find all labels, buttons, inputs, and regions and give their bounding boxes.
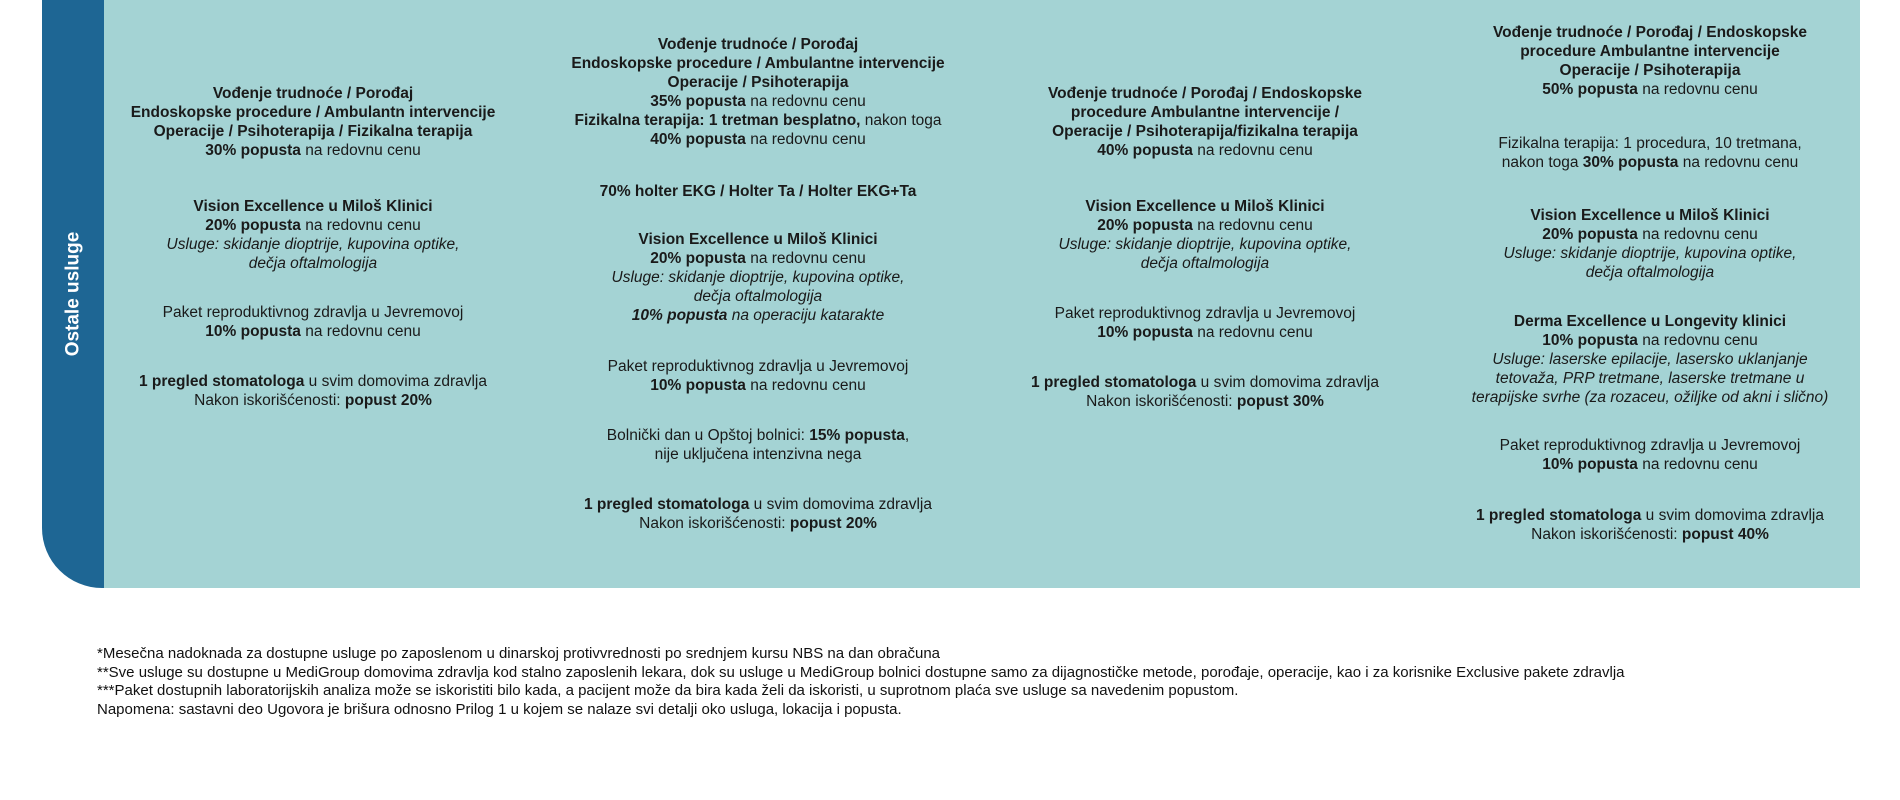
text: , (904, 427, 910, 444)
text: 10% popusta (1542, 332, 1638, 349)
text: Paket reproduktivnog zdravlja u Jevremovoj (1054, 305, 1356, 322)
text: 70% holter EKG / Holter Ta / Holter EKG+Ta (599, 183, 917, 200)
column-3-dental-block (1015, 373, 1395, 411)
text: Operacije / Psihoterapija / Fizikalna terapija (153, 123, 473, 140)
text: na redovnu cenu (300, 217, 421, 234)
text: dečja oftalmologija (248, 255, 378, 272)
sidebar-label-wrap (42, 0, 104, 588)
text: Vision Excellence u Miloš Klinici (1085, 198, 1325, 215)
column-3-vision-block (1015, 197, 1395, 273)
text: 20% popusta (1097, 217, 1193, 234)
text: nije uključena intenzivna nega (654, 446, 862, 463)
text: Vođenje trudnoće / Porođaj / Endoskopske (1492, 24, 1808, 41)
text: terapijske svrhe (za rozaceu, ožiljke od akni i slično) (1471, 389, 1829, 406)
text: u svim domovima zdravlja (749, 496, 932, 513)
text: 30% popusta (205, 142, 301, 159)
sidebar-label: Ostale usluge (62, 231, 84, 357)
text: Nakon iskorišćenosti: (194, 392, 345, 409)
text: u svim domovima zdravlja (1196, 374, 1379, 391)
text: Usluge: laserske epilacije, lasersko uklanjanje (1492, 351, 1808, 368)
text: Vision Excellence u Miloš Klinici (193, 198, 433, 215)
column-4-physio-block (1450, 134, 1850, 172)
footnote: ***Paket dostupnih laboratorijskih analiza može se iskoristiti bilo kada, a pacijent može da bira kada želi da iskoristi, u suprotnom plaća sve usluge sa navedenim popustom. (97, 682, 1239, 699)
column-1-dental-block (118, 372, 508, 410)
text: popust 40% (1681, 526, 1769, 543)
text: Derma Excellence u Longevity klinici (1513, 313, 1787, 330)
column-2-vision-block (553, 230, 963, 325)
text: na redovnu cenu (1637, 456, 1758, 473)
text: na redovnu cenu (745, 250, 866, 267)
text: 1 pregled stomatologa (1476, 507, 1642, 524)
text: popust 30% (1236, 393, 1324, 410)
package-column-1 (118, 0, 508, 588)
text: na redovnu cenu (1192, 217, 1313, 234)
text: na operaciju katarakte (727, 307, 885, 324)
column-3-reproductive-block (1015, 304, 1395, 342)
text: 10% popusta (1097, 324, 1193, 341)
text: 35% popusta (650, 93, 746, 110)
text: dečja oftalmologija (693, 288, 823, 305)
text: u svim domovima zdravlja (1641, 507, 1824, 524)
text: Usluge: skidanje dioptrije, kupovina optike, (1058, 236, 1352, 253)
text: Fizikalna terapija: 1 tretman besplatno, (574, 112, 861, 129)
text: popust 20% (789, 515, 877, 532)
text: nakon toga (1501, 154, 1583, 171)
text: u svim domovima zdravlja (304, 373, 487, 390)
text: na redovnu cenu (745, 377, 866, 394)
text: na redovnu cenu (1678, 154, 1799, 171)
text: 20% popusta (650, 250, 746, 267)
column-4-derma-block (1450, 312, 1850, 407)
footnote: *Mesečna nadoknada za dostupne usluge po zaposlenom u dinarskoj protivvrednosti po srednjem kursu NBS na dan obračuna (97, 645, 941, 662)
text: 40% popusta (650, 131, 746, 148)
text: 15% popusta (809, 427, 905, 444)
column-4-pregnancy-block (1450, 23, 1850, 99)
column-4-dental-block (1450, 506, 1850, 544)
text: Nakon iskorišćenosti: (639, 515, 790, 532)
text: na redovnu cenu (300, 323, 421, 340)
text: na redovnu cenu (1192, 142, 1313, 159)
column-1-vision-block (118, 197, 508, 273)
text: Paket reproduktivnog zdravlja u Jevremovoj (607, 358, 909, 375)
text: dečja oftalmologija (1140, 255, 1270, 272)
text: 1 pregled stomatologa (1031, 374, 1197, 391)
text: Operacije / Psihoterapija (667, 74, 849, 91)
footnote: Napomena: sastavni deo Ugovora je brišura odnosno Prilog 1 u kojem se nalaze svi detalji oko usluga, lokacija i popusta. (97, 700, 902, 718)
text: Usluge: skidanje dioptrije, kupovina optike, (1503, 245, 1797, 262)
column-4-vision-block (1450, 206, 1850, 282)
column-2-holter-block (553, 182, 963, 201)
text: 20% popusta (1542, 226, 1638, 243)
text: procedure Ambulantne intervencije (1520, 43, 1780, 60)
text: Usluge: skidanje dioptrije, kupovina optike, (166, 236, 460, 253)
text: 30% popusta (1582, 154, 1679, 171)
column-2-reproductive-block (553, 357, 963, 395)
text: procedure Ambulantne intervencije / (1070, 104, 1340, 121)
text: Fizikalna terapija: 1 procedura, 10 tretmana, (1498, 135, 1802, 152)
text: na redovnu cenu (745, 131, 866, 148)
text: 10% popusta (650, 377, 746, 394)
column-1-reproductive-block (118, 303, 508, 341)
text: Vision Excellence u Miloš Klinici (1530, 207, 1770, 224)
text: 10% popusta (205, 323, 301, 340)
text: dečja oftalmologija (1585, 264, 1715, 281)
package-column-3 (1015, 0, 1395, 588)
text: 1 pregled stomatologa (584, 496, 750, 513)
text: na redovnu cenu (300, 142, 421, 159)
column-2-dental-block (553, 495, 963, 533)
text: Paket reproduktivnog zdravlja u Jevremovoj (1499, 437, 1801, 454)
text: 40% popusta (1097, 142, 1193, 159)
text: na redovnu cenu (745, 93, 866, 110)
text: Nakon iskorišćenosti: (1531, 526, 1682, 543)
text: Bolnički dan u Opštoj bolnici: (606, 427, 810, 444)
package-column-2 (553, 0, 963, 588)
text: popust 20% (344, 392, 432, 409)
text: Operacije / Psihoterapija/fizikalna terapija (1052, 123, 1358, 140)
text: tetovaža, PRP tretmane, laserske tretmane u (1495, 370, 1805, 387)
column-1-pregnancy-block (118, 84, 508, 160)
text: Vođenje trudnoće / Porođaj (212, 85, 414, 102)
text: Usluge: skidanje dioptrije, kupovina optike, (611, 269, 905, 286)
text: Nakon iskorišćenosti: (1086, 393, 1237, 410)
text: Vision Excellence u Miloš Klinici (638, 231, 878, 248)
package-column-4 (1450, 0, 1850, 588)
text: 10% popusta (1542, 456, 1638, 473)
text: Endoskopske procedure / Ambulantne intervencije (571, 55, 945, 72)
column-3-pregnancy-block (1015, 84, 1395, 160)
column-4-reproductive-block (1450, 436, 1850, 474)
text: na redovnu cenu (1192, 324, 1313, 341)
column-2-hospital-block (553, 426, 963, 464)
text: 20% popusta (205, 217, 301, 234)
text: Vođenje trudnoće / Porođaj (657, 36, 859, 53)
text: na redovnu cenu (1637, 226, 1758, 243)
text: Endoskopske procedure / Ambulantn intervencije (130, 104, 496, 121)
text: Vođenje trudnoće / Porođaj / Endoskopske (1047, 85, 1363, 102)
text: 1 pregled stomatologa (139, 373, 305, 390)
footnote: **Sve usluge su dostupne u MediGroup domovima zdravlja kod stalno zaposlenih lekara, dok su usluge u MediGroup bolnici dostupne samo za dijagnostičke metode, porođaje, operacije, kao i za korisnike Exclusive pakete zdravlja (97, 663, 1625, 681)
text: 10% popusta (631, 307, 728, 324)
text: na redovnu cenu (1637, 332, 1758, 349)
text: na redovnu cenu (1637, 81, 1758, 98)
text: Paket reproduktivnog zdravlja u Jevremovoj (162, 304, 464, 321)
text: Operacije / Psihoterapija (1559, 62, 1741, 79)
text: 50% popusta (1542, 81, 1638, 98)
footnotes (97, 645, 1625, 719)
column-2-pregnancy-block (553, 35, 963, 149)
text: nakon toga (860, 112, 942, 129)
